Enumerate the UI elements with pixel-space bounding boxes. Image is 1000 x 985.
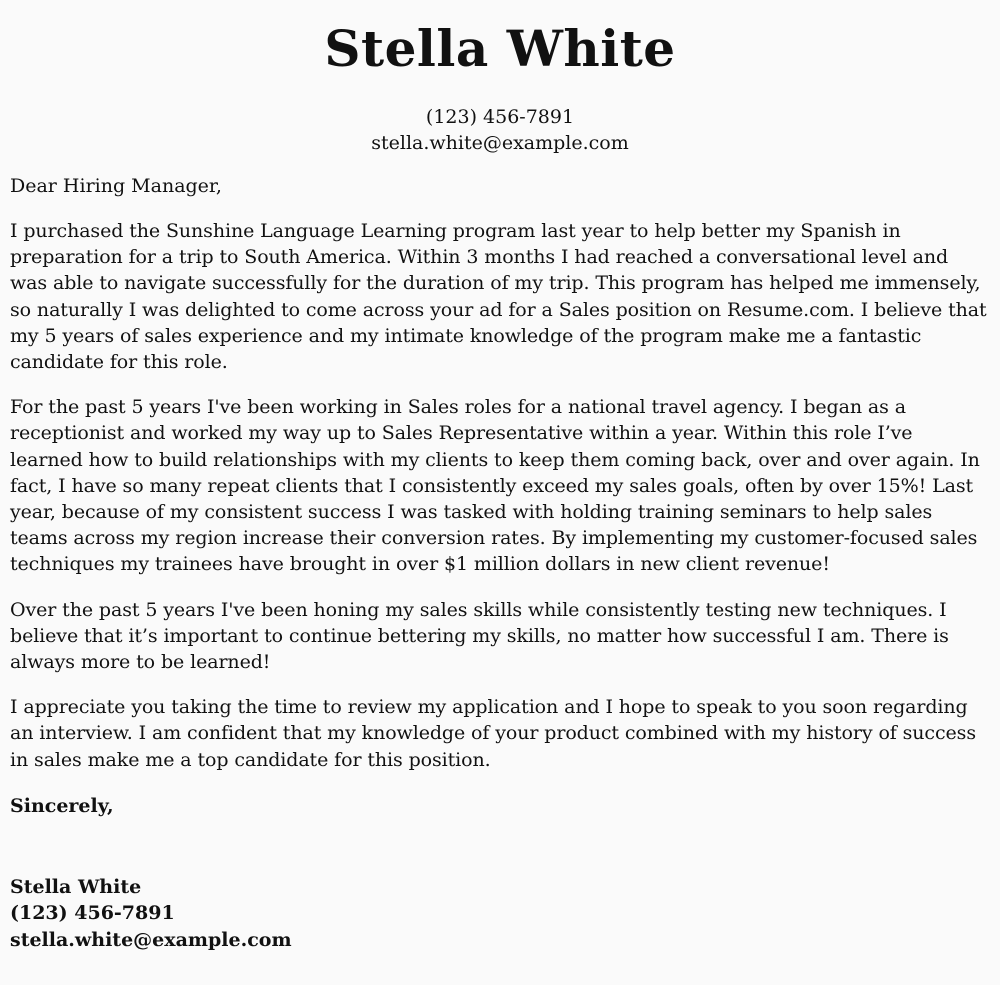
contact-block — [10, 104, 990, 156]
body-paragraph-1: I purchased the Sunshine Language Learning program last year to help better my Spanish in preparation for a trip to South America. Within 3 months I had reached a conversational level and was able to navigate successfully for the duration of my trip. This program has helped me immensely, so naturally I was delighted to come across your ad for a Sales position on Resume.com. I believe that my 5 years of sales experience and my intimate knowledge of the program make me a fantastic candidate for this role. — [10, 220, 987, 374]
body-paragraph-2: For the past 5 years I've been working in Sales roles for a national travel agency. I began as a receptionist and worked my way up to Sales Representative within a year. Within this role I’ve learned how to build relationships with my clients to keep them coming back, over and over again. In fact, I have so many repeat clients that I consistently exceed my sales goals, often by over 15%! Last year, because of my consistent success I was tasked with holding training seminars to help sales teams across my region increase their conversion rates. By implementing my customer-focused sales techniques my trainees have brought in over $1 million dollars in new client revenue! — [10, 396, 980, 576]
applicant-name-title: Stella White — [324, 19, 676, 78]
contact-email: stella.white@example.com — [371, 132, 629, 154]
signature-name: Stella White — [10, 875, 142, 898]
body-paragraph-3: Over the past 5 years I've been honing my sales skills while consistently testing new techniques. I believe that it’s important to continue bettering my skills, no matter how successful I am. There is always more to be learned! — [10, 598, 949, 674]
salutation: Dear Hiring Manager, — [10, 175, 222, 197]
signature-email: stella.white@example.com — [10, 928, 292, 951]
body-paragraph-4: I appreciate you taking the time to review my application and I hope to speak to you soon regarding an interview. I am confident that my knowledge of your product combined with my history of success in sales make me a top candidate for this position. — [10, 696, 976, 771]
signature-phone: (123) 456-7891 — [10, 902, 175, 925]
contact-phone: (123) 456-7891 — [425, 106, 575, 128]
closing: Sincerely, — [10, 794, 114, 817]
signature-block — [10, 874, 990, 954]
